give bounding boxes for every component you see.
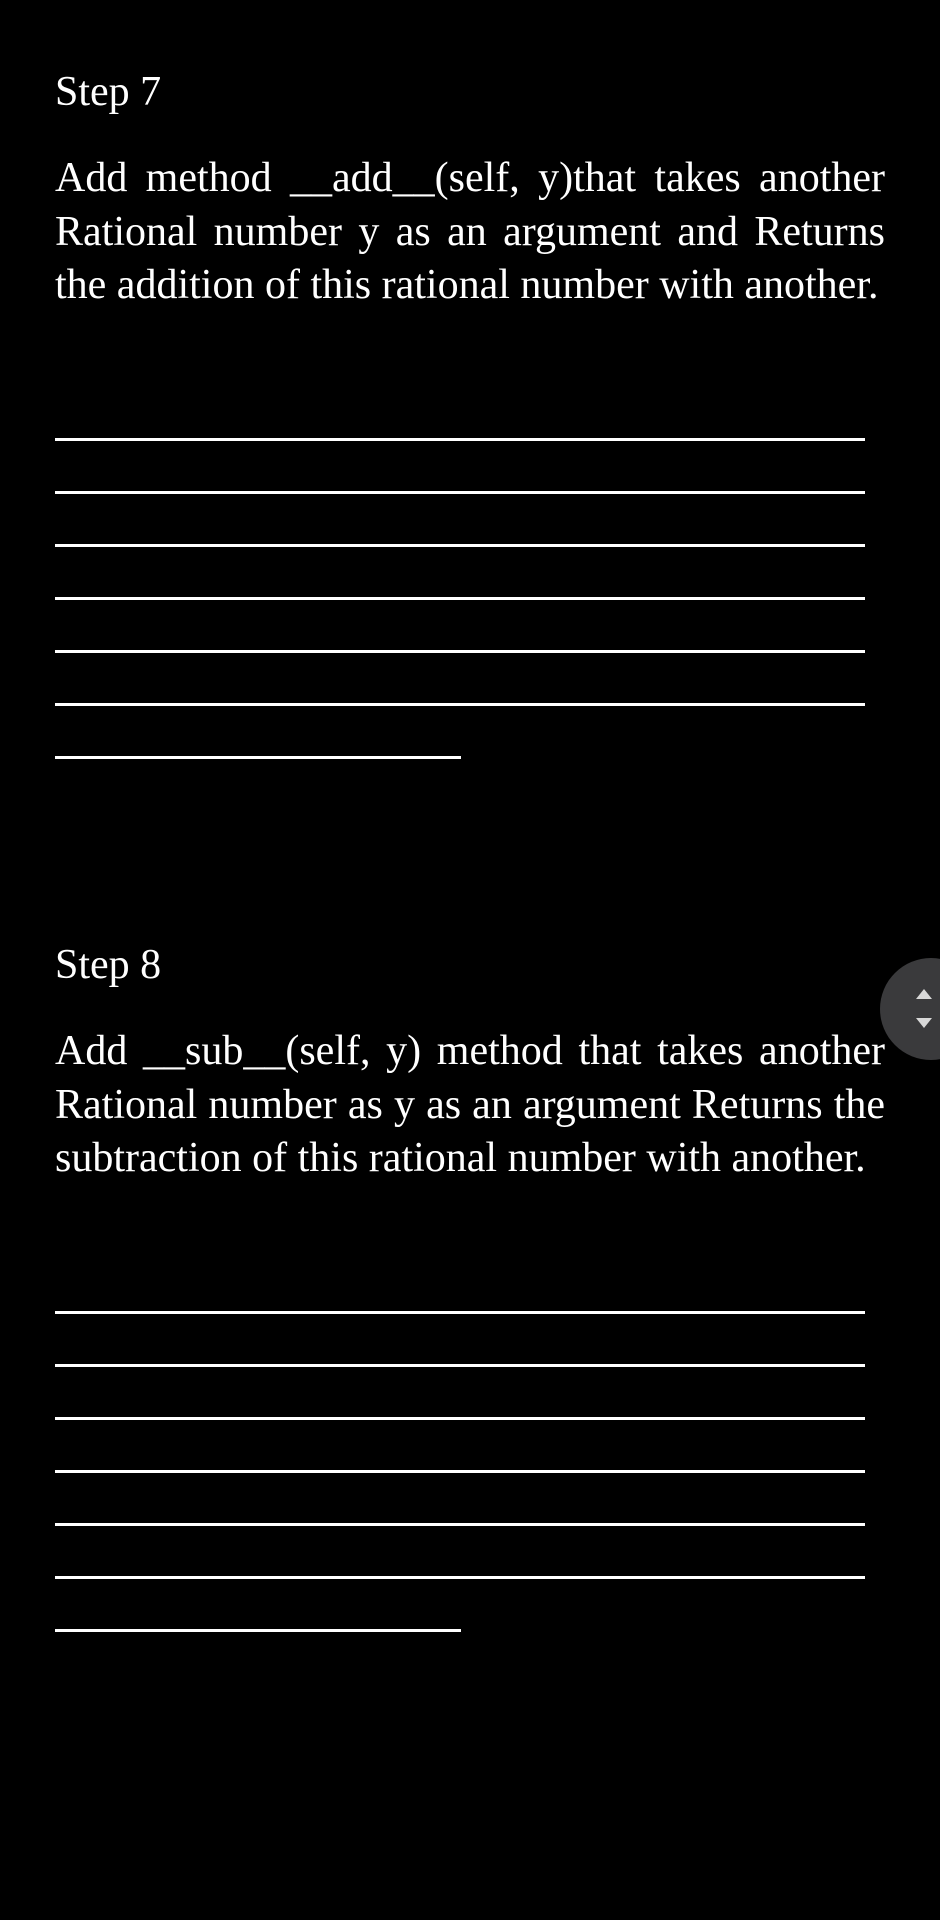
- step-8-instructions: Add __sub__(self, y) method that takes another Rational number as y as an argument Returns the subtraction of this rational number with another.: [55, 1028, 885, 1181]
- step-8-section: [55, 935, 885, 1186]
- step-7-answer-lines: [55, 438, 865, 809]
- answer-line: [55, 1629, 461, 1632]
- answer-line: [55, 650, 865, 653]
- answer-line: [55, 1576, 865, 1579]
- step-7-instructions: Add method __add__(self, y)that takes another Rational number y as an argument and Returns the addition of this rational number with another.: [55, 155, 885, 308]
- step-7-section: [55, 62, 885, 313]
- answer-line: [55, 544, 865, 547]
- answer-line: [55, 1311, 865, 1314]
- answer-line: [55, 1523, 865, 1526]
- chevron-up-icon[interactable]: [916, 989, 932, 999]
- answer-line: [55, 1364, 865, 1367]
- answer-line: [55, 756, 461, 759]
- answer-line: [55, 597, 865, 600]
- step-8-title: Step 8: [55, 942, 162, 988]
- answer-line: [55, 1470, 865, 1473]
- chevron-down-icon[interactable]: [916, 1018, 932, 1028]
- page-scroll-control[interactable]: [880, 958, 940, 1060]
- answer-line: [55, 438, 865, 441]
- answer-line: [55, 703, 865, 706]
- step-7-title: Step 7: [55, 69, 162, 115]
- answer-line: [55, 1417, 865, 1420]
- answer-line: [55, 491, 865, 494]
- step-8-answer-lines: [55, 1311, 865, 1682]
